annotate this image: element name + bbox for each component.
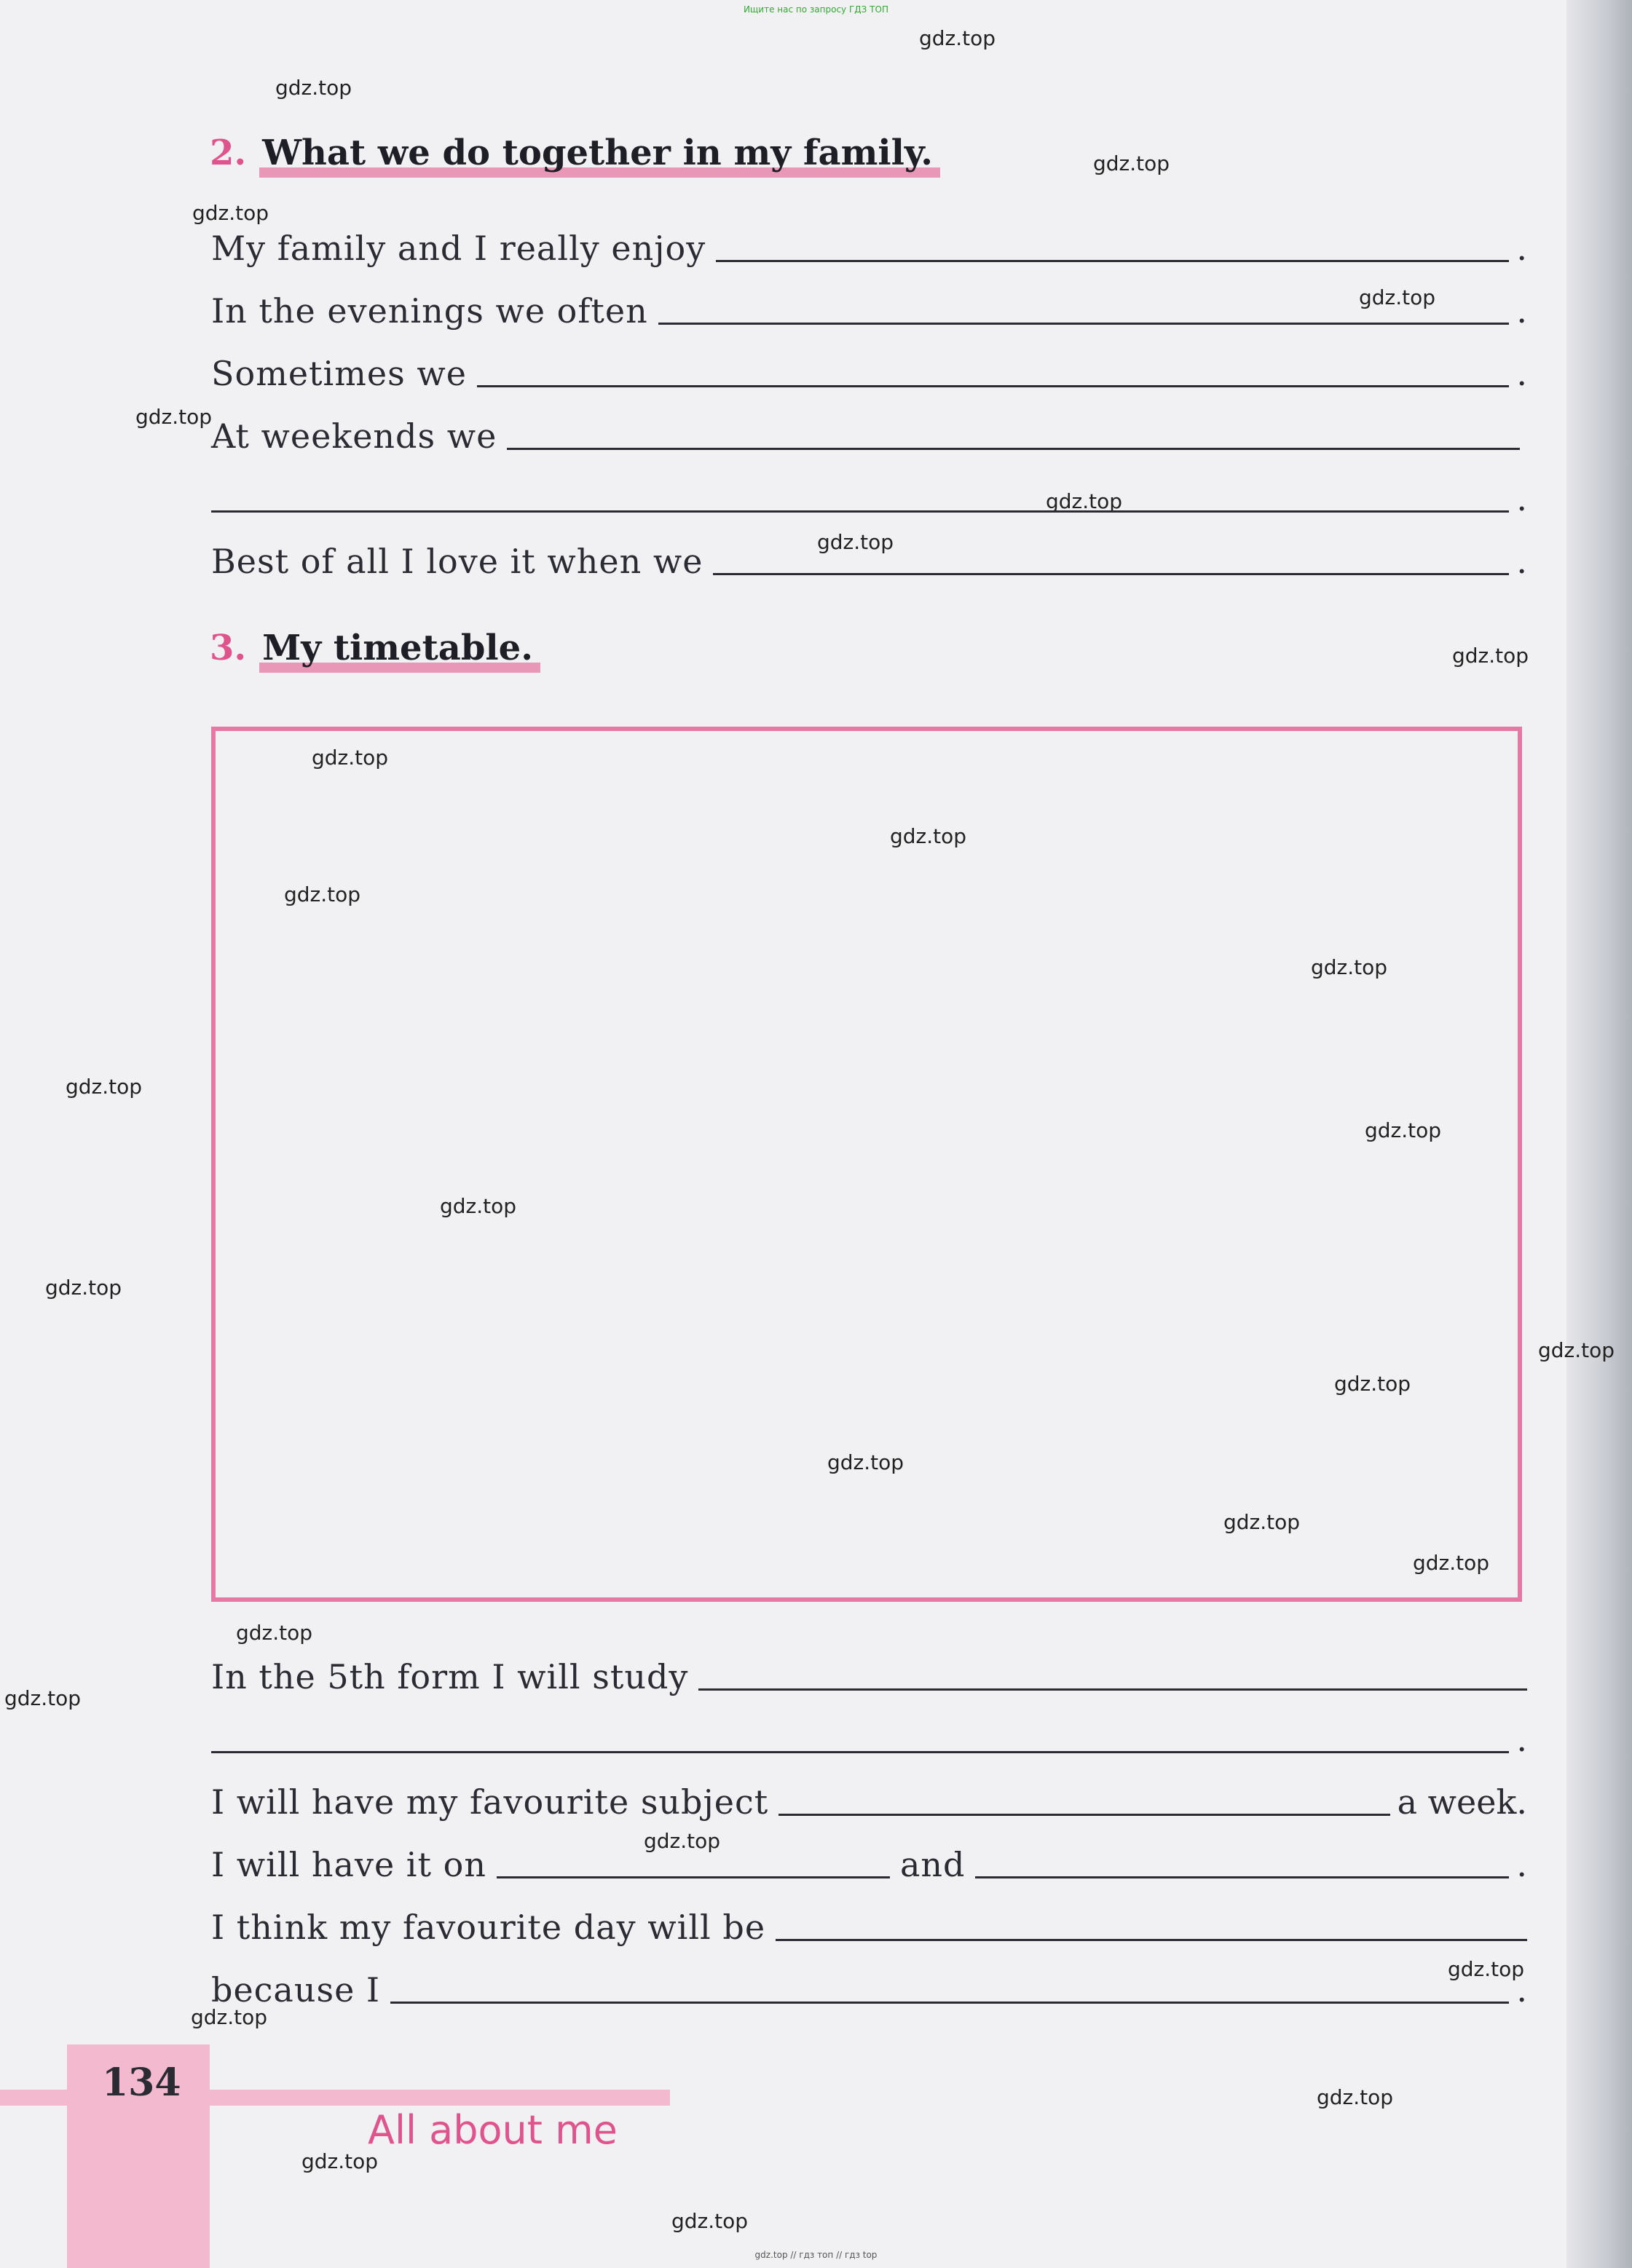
watermark: gdz.top [644,1829,721,1853]
fill-line[interactable] [211,1969,1527,2010]
answer-blank[interactable] [975,1875,1509,1878]
watermark: gdz.top [890,824,967,848]
answer-blank[interactable] [658,321,1510,325]
watermark: gdz.top [1311,955,1388,979]
answer-blank[interactable] [716,258,1509,262]
watermark: gdz.top [1334,1372,1411,1396]
watermark: gdz.top [1448,1957,1525,1981]
page-edge-shadow [1566,0,1632,2268]
watermark: gdz.top [1223,1510,1301,1534]
unit-title: All about me [368,2107,618,2153]
watermark: gdz.top [817,530,894,554]
fill-line[interactable] [211,1906,1527,1947]
answer-blank[interactable] [507,446,1520,450]
answer-blank[interactable] [390,2000,1509,2004]
answer-blank[interactable] [713,572,1509,575]
watermark: gdz.top [827,1450,904,1474]
watermark: gdz.top [919,26,996,50]
line-middle: and [899,1845,966,1884]
fill-line[interactable] [211,1656,1527,1696]
answer-blank[interactable] [776,1937,1527,1941]
watermark: gdz.top [301,2149,379,2173]
watermark: gdz.top [135,405,213,429]
line-end: . [1516,291,1527,331]
watermark: gdz.top [1317,2085,1394,2109]
timetable-box[interactable] [211,727,1522,1602]
section-2-title: What we do together in my family. [262,133,940,178]
watermark: gdz.top [192,201,269,225]
line-label: Best of all I love it when we [211,542,703,581]
fill-line[interactable] [211,1844,1527,1884]
watermark: gdz.top [4,1686,82,1710]
line-end: . [1516,542,1527,581]
section-3-heading [210,628,540,671]
line-suffix: a week. [1397,1782,1527,1822]
fill-line[interactable] [211,540,1527,581]
line-end: . [1516,479,1527,518]
watermark: gdz.top [1538,1338,1615,1362]
watermark: gdz.top [1413,1551,1490,1575]
line-label: I think my favourite day will be [211,1908,766,1947]
answer-blank[interactable] [778,1812,1389,1816]
watermark: gdz.top [191,2005,268,2029]
watermark: gdz.top [1046,489,1123,513]
watermark: gdz.top [1093,151,1170,175]
line-label: Sometimes we [211,354,467,393]
line-label: In the 5th form I will study [211,1657,689,1696]
answer-blank[interactable] [211,1750,1509,1753]
line-end: . [1516,1720,1527,1759]
watermark: gdz.top [45,1276,122,1300]
line-end: . [1516,1970,1527,2010]
line-label: My family and I really enjoy [211,229,706,268]
line-end: . [1516,229,1527,268]
answer-blank[interactable] [698,1687,1527,1691]
fill-line[interactable] [211,227,1527,268]
watermark: gdz.top [1365,1118,1442,1142]
line-label: I will have my favourite subject [211,1782,769,1822]
top-banner: Ищите нас по запросу ГДЗ ТОП [744,4,888,15]
watermark: gdz.top [1452,644,1529,668]
answer-blank[interactable] [477,384,1509,387]
section-2-number: 2. [210,133,247,173]
watermark: gdz.top [275,76,352,100]
watermark: gdz.top [1359,285,1436,309]
line-end: . [1516,354,1527,393]
watermark: gdz.top [284,882,361,906]
answer-blank[interactable] [497,1875,890,1878]
section-2-heading [210,133,940,176]
fill-line[interactable] [211,1718,1527,1759]
fill-line[interactable] [211,478,1527,518]
section-3-title: My timetable. [262,628,540,673]
line-label: At weekends we [211,416,497,456]
answer-blank[interactable] [211,509,1509,513]
section-3-number: 3. [210,628,247,668]
watermark: gdz.top [66,1075,143,1099]
fill-line[interactable] [211,290,1527,331]
watermark: gdz.top [671,2209,749,2233]
watermark: gdz.top [312,746,389,770]
line-end: . [1516,1845,1527,1884]
line-label: In the evenings we often [211,291,648,331]
watermark: gdz.top [440,1194,517,1218]
watermark: gdz.top [236,1621,313,1645]
line-label: I will have it on [211,1845,486,1884]
page-number: 134 [102,2060,181,2105]
bottom-banner: gdz.top // гдз топ // гдз top [754,2250,878,2260]
fill-line[interactable] [211,1781,1527,1822]
footer-stripe [0,2090,670,2106]
fill-line[interactable] [211,352,1527,393]
line-label: because I [211,1970,381,2010]
fill-line[interactable] [211,415,1527,456]
